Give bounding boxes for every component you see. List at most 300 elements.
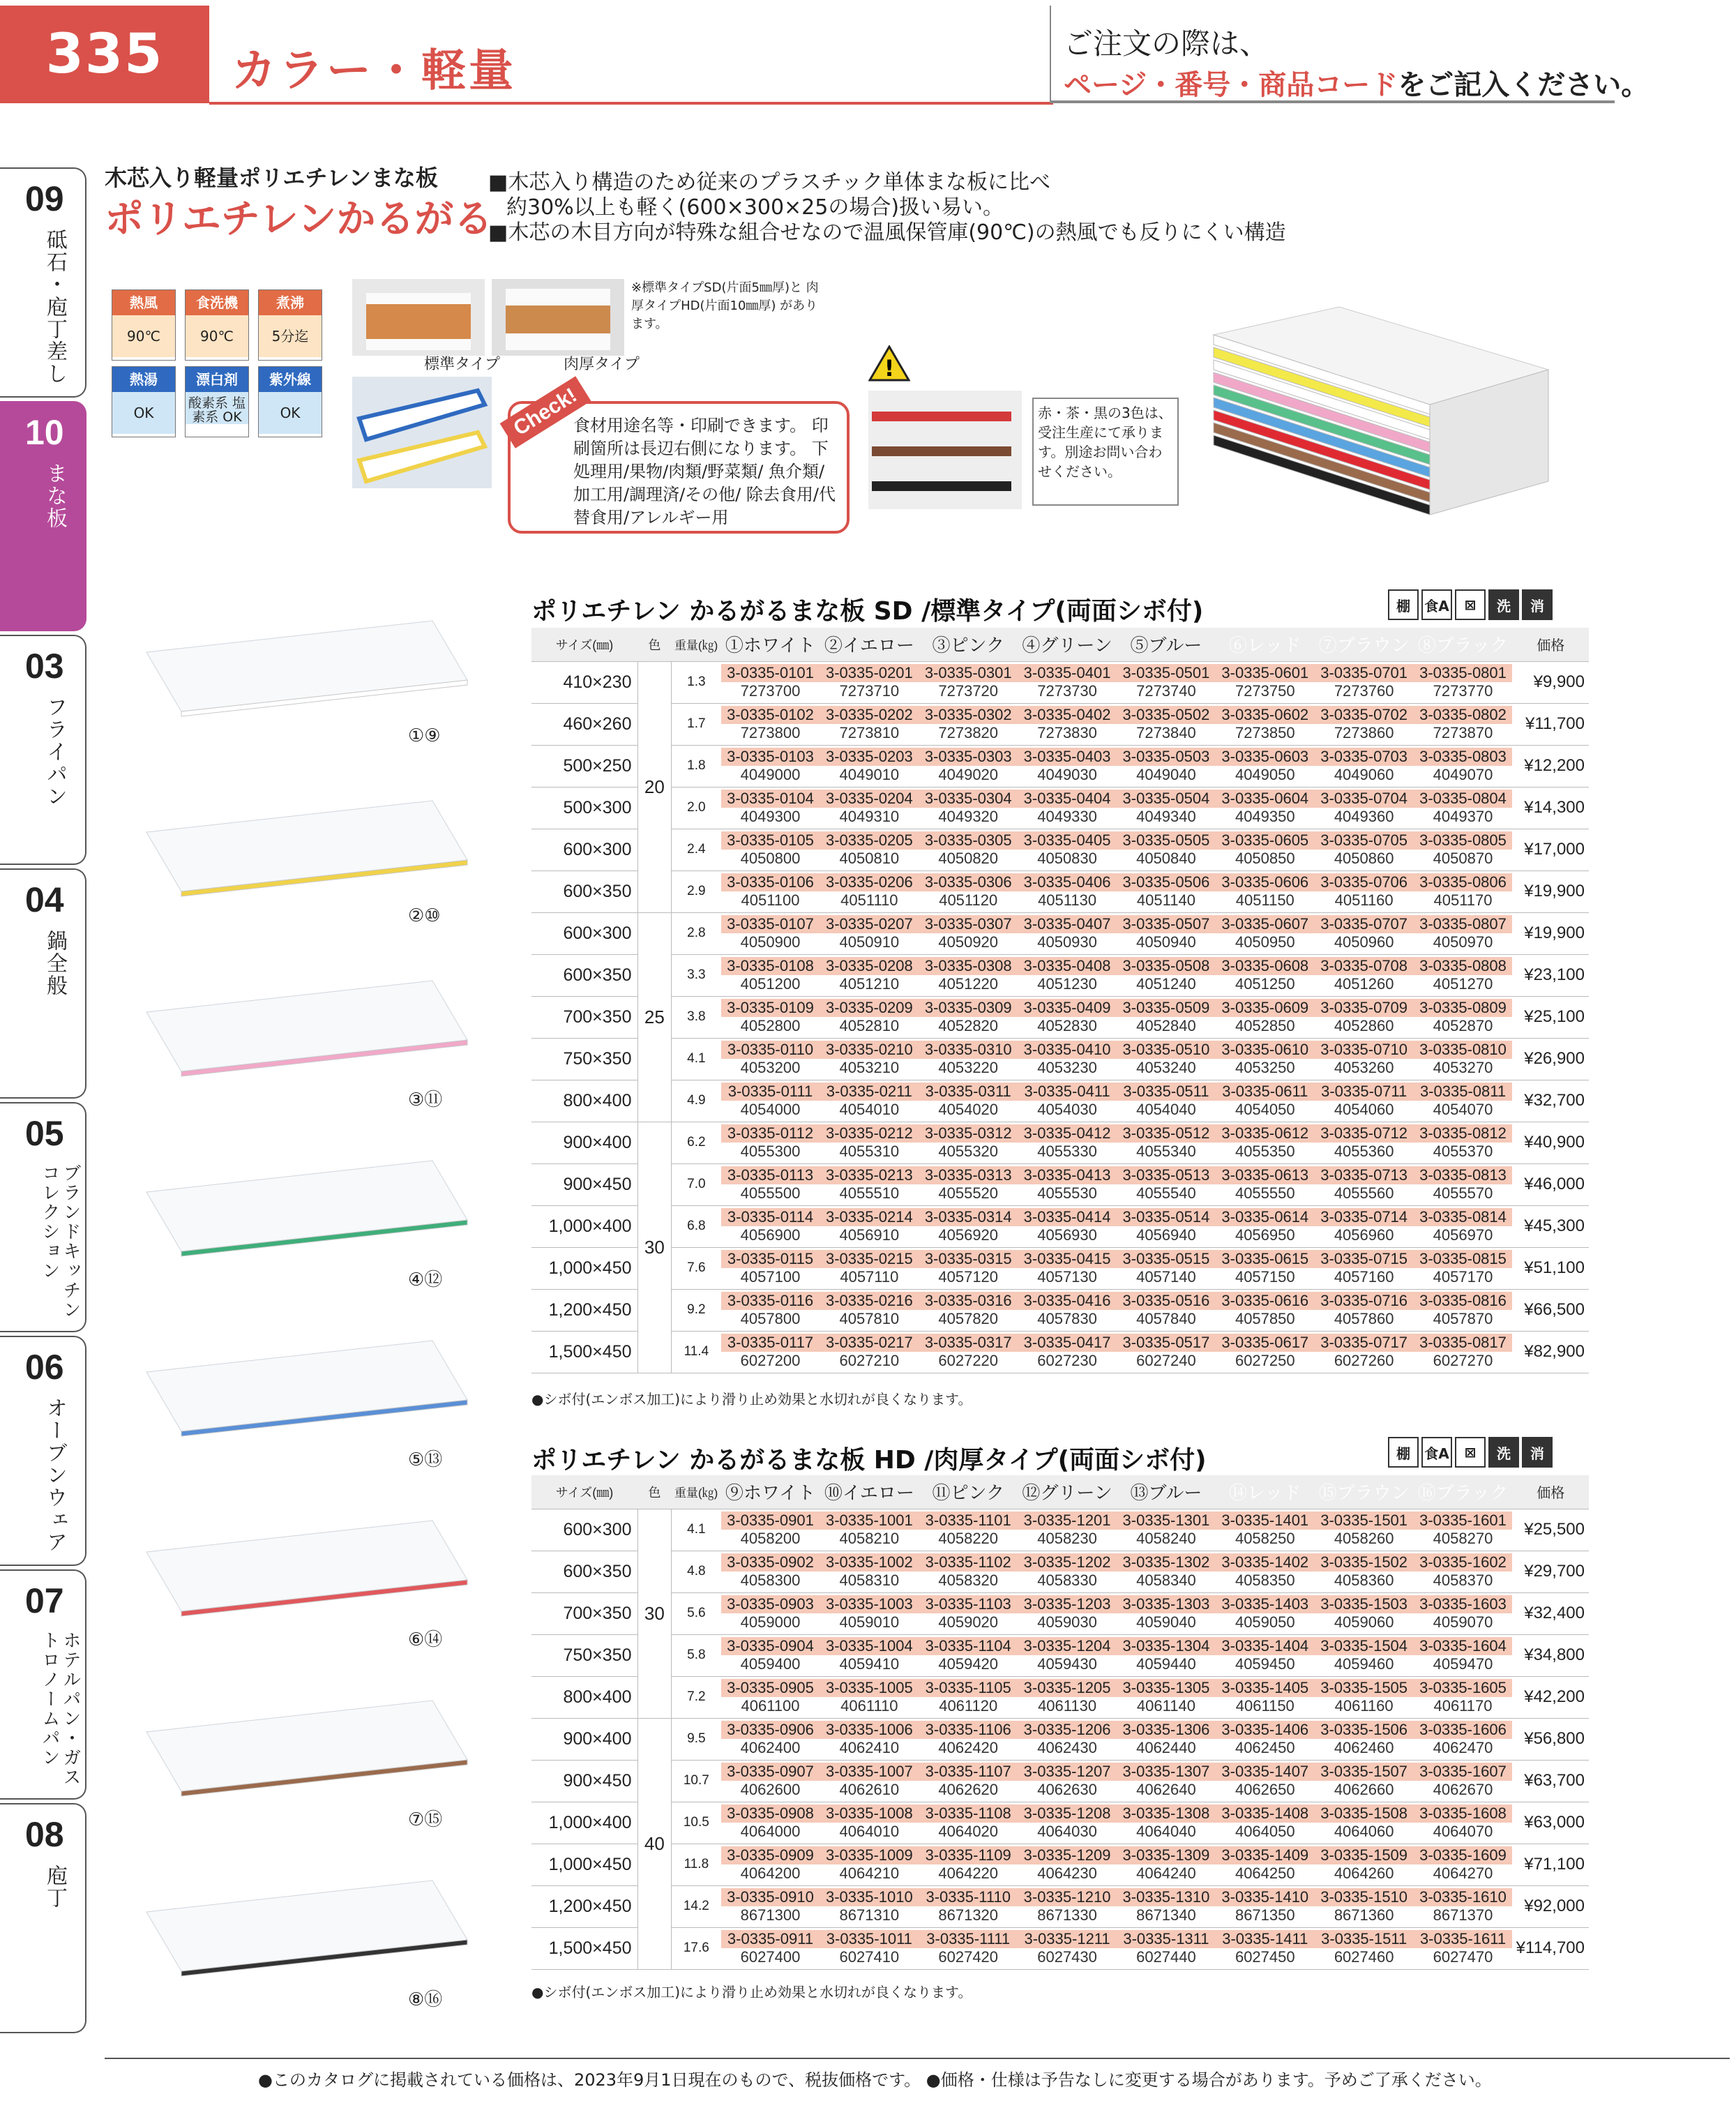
product-code: 4062650 [1235, 1781, 1295, 1798]
price-cell: ¥14,300 [1512, 787, 1589, 829]
tab-03[interactable] [0, 635, 86, 865]
standard-caption: 標準タイプ [424, 356, 500, 373]
color-column-header: ⑥レッド [1216, 628, 1315, 661]
product-code: 4064240 [1136, 1864, 1196, 1882]
product-code: 4049000 [740, 766, 801, 783]
tab-05[interactable] [0, 1102, 86, 1332]
product-code: 4051100 [741, 891, 800, 909]
product-code: 4059430 [1037, 1655, 1097, 1673]
product-code: 4055530 [1037, 1184, 1097, 1202]
weight-cell: 11.4 [672, 1331, 721, 1373]
product-code: 4055520 [938, 1184, 999, 1202]
product-code: 4058200 [740, 1530, 801, 1547]
product-code-cell [1315, 1038, 1414, 1080]
footer-note: ●このカタログに掲載されている価格は、2023年9月1日現在のもので、税抜価格です。 ●価格・仕様は予告なしに変更する場合があります。予めご了承ください。 [258, 2070, 1492, 2090]
product-code: 4057130 [1037, 1268, 1097, 1286]
product-code-cell [1018, 1927, 1117, 1969]
product-code-cell [1018, 1038, 1117, 1080]
catalog-code: 3-0335-0206 [820, 873, 919, 891]
catalog-code: 3-0335-1206 [1018, 1721, 1117, 1739]
product-code: 4051210 [839, 975, 900, 993]
product-code-cell [919, 1122, 1018, 1163]
product-code-cell [1414, 954, 1513, 996]
product-code: 4050850 [1235, 850, 1295, 867]
catalog-code: 3-0335-1004 [820, 1637, 919, 1655]
product-code-cell [919, 1592, 1018, 1634]
table-row [531, 1551, 1589, 1592]
size-cell: 410×230 [531, 661, 637, 703]
catalog-code: 3-0335-0510 [1117, 1041, 1216, 1059]
product-code-cell [919, 1205, 1018, 1247]
catalog-code: 3-0335-0506 [1117, 873, 1216, 891]
product-code-cell [721, 1122, 820, 1163]
weight-cell: 7.6 [672, 1247, 721, 1289]
product-code-cell [1117, 1038, 1216, 1080]
catalog-code: 3-0335-0501 [1117, 664, 1216, 682]
product-code-cell [1315, 745, 1414, 787]
tab-08[interactable] [0, 1803, 86, 2033]
table-row [531, 1163, 1589, 1205]
product-code-cell [1216, 1927, 1315, 1969]
product-code-cell [721, 1885, 820, 1927]
catalog-code: 3-0335-0602 [1216, 706, 1315, 724]
badge-head: 熱風 [112, 290, 175, 315]
thick-section-photo [492, 279, 624, 356]
color-order-note: 赤・茶・黒の3色は、受注生産にて承ります。別途お問い合わせください。 [1032, 398, 1179, 506]
catalog-code: 3-0335-0102 [721, 706, 820, 724]
catalog-code: 3-0335-1005 [820, 1679, 919, 1697]
product-code-cell [721, 1080, 820, 1122]
product-code: 4054050 [1235, 1101, 1295, 1118]
product-code: 6027240 [1136, 1352, 1196, 1369]
weight-cell: 1.7 [672, 703, 721, 745]
product-code-cell [1315, 1885, 1414, 1927]
product-code: 4061100 [741, 1697, 800, 1715]
product-code-cell [1018, 829, 1117, 871]
product-code-cell [1117, 1927, 1216, 1969]
catalog-code: 3-0335-1503 [1315, 1595, 1414, 1613]
catalog-code: 3-0335-0610 [1216, 1041, 1315, 1059]
color-column-header: ①ホワイト [721, 628, 820, 661]
product-code-cell [1414, 703, 1513, 745]
product-code: 4057140 [1136, 1268, 1196, 1286]
product-code-cell [1315, 829, 1414, 871]
product-code-cell [1216, 1844, 1315, 1885]
product-code-cell [820, 829, 919, 871]
catalog-code: 3-0335-0703 [1315, 748, 1414, 766]
price-cell: ¥9,900 [1512, 661, 1589, 703]
feature-line: ■木芯入り構造のため従来のプラスチック単体まな板に比べ [488, 170, 1050, 195]
product-code-cell [919, 912, 1018, 954]
catalog-code: 3-0335-0807 [1414, 915, 1513, 933]
catalog-code: 3-0335-0416 [1018, 1292, 1117, 1310]
product-code-cell [1117, 703, 1216, 745]
food-a-icon: 食A [1421, 1437, 1452, 1468]
catalog-code: 3-0335-1302 [1117, 1553, 1216, 1572]
table-row [531, 745, 1589, 787]
catalog-code: 3-0335-0710 [1315, 1041, 1414, 1059]
product-code-cell [1216, 1331, 1315, 1373]
product-code-cell [1414, 1676, 1513, 1718]
catalog-code: 3-0335-1210 [1018, 1888, 1117, 1906]
board-photo [139, 614, 474, 718]
catalog-code: 3-0335-1601 [1414, 1512, 1513, 1530]
product-code: 4062470 [1433, 1739, 1493, 1756]
product-code: 4052800 [740, 1017, 801, 1034]
product-code-cell [1315, 1592, 1414, 1634]
product-code: 4050960 [1334, 933, 1394, 951]
product-code-cell [1216, 1509, 1315, 1551]
catalog-code: 3-0335-0111 [721, 1083, 820, 1101]
catalog-code: 3-0335-0402 [1018, 706, 1117, 724]
weight-cell: 10.5 [672, 1802, 721, 1844]
product-code-cell [1216, 1634, 1315, 1676]
catalog-code: 3-0335-0107 [721, 915, 820, 933]
product-code: 4061110 [840, 1697, 898, 1715]
product-code: 4055510 [839, 1184, 900, 1202]
size-cell: 900×450 [531, 1163, 637, 1205]
tab-07[interactable] [0, 1569, 86, 1800]
product-code: 4050930 [1037, 933, 1097, 951]
catalog-code: 3-0335-1102 [919, 1553, 1018, 1572]
product-code: 4051220 [938, 975, 999, 993]
order-notice-line1: ご注文の際は、 [1064, 27, 1269, 61]
table-row [531, 871, 1589, 912]
price-cell: ¥29,700 [1512, 1551, 1589, 1592]
catalog-code: 3-0335-1405 [1216, 1679, 1315, 1697]
catalog-code: 3-0335-0714 [1315, 1208, 1414, 1226]
printed-board-photo [352, 377, 492, 488]
product-code-cell [919, 1038, 1018, 1080]
catalog-code: 3-0335-0607 [1216, 915, 1315, 933]
product-code: 4058330 [1037, 1572, 1097, 1589]
catalog-code: 3-0335-0614 [1216, 1208, 1315, 1226]
product-code-cell [919, 1634, 1018, 1676]
product-code-cell [1117, 954, 1216, 996]
rack-icon: 棚 [1388, 1437, 1419, 1468]
product-code: 4057110 [840, 1268, 899, 1286]
weight-cell: 9.2 [672, 1289, 721, 1331]
product-code: 4051230 [1037, 975, 1097, 993]
product-code-cell [1117, 787, 1216, 829]
product-code: 4052810 [839, 1017, 900, 1034]
product-code: 4059400 [740, 1655, 801, 1673]
catalog-code: 3-0335-0911 [721, 1930, 820, 1948]
product-code-cell [1216, 1205, 1315, 1247]
catalog-code: 3-0335-0315 [919, 1250, 1018, 1268]
warning-icon [868, 345, 910, 382]
catalog-code: 3-0335-0105 [721, 831, 820, 850]
color-column-header: ⑭レッド [1216, 1475, 1315, 1509]
catalog-code: 3-0335-0411 [1018, 1083, 1117, 1101]
product-code: 4050900 [740, 933, 801, 951]
catalog-code: 3-0335-0516 [1117, 1292, 1216, 1310]
product-code: 4054030 [1037, 1101, 1097, 1118]
product-code: 4061170 [1433, 1697, 1493, 1715]
catalog-code: 3-0335-0806 [1414, 873, 1513, 891]
product-code: 4052850 [1235, 1017, 1295, 1034]
product-code: 6027260 [1334, 1352, 1394, 1369]
product-code: 4058210 [839, 1530, 900, 1547]
badge-value: 90℃ [186, 315, 248, 357]
product-code: 4059010 [839, 1613, 900, 1631]
product-code-cell [1414, 1718, 1513, 1760]
product-code: 4058370 [1433, 1572, 1493, 1589]
catalog-code: 3-0335-0515 [1117, 1250, 1216, 1268]
product-code-cell [721, 1844, 820, 1885]
product-code: 8671370 [1433, 1906, 1493, 1924]
size-cell: 750×350 [531, 1634, 637, 1676]
product-code-cell [820, 1247, 919, 1289]
table-row [531, 1247, 1589, 1289]
product-code-cell [1414, 1080, 1513, 1122]
product-code-cell [1216, 703, 1315, 745]
catalog-code: 3-0335-1108 [919, 1804, 1018, 1823]
catalog-code: 3-0335-1507 [1315, 1763, 1414, 1781]
catalog-code: 3-0335-0502 [1117, 706, 1216, 724]
catalog-code: 3-0335-0613 [1216, 1166, 1315, 1184]
catalog-code: 3-0335-1609 [1414, 1846, 1513, 1864]
product-code-cell [1216, 1163, 1315, 1205]
catalog-code: 3-0335-0505 [1117, 831, 1216, 850]
catalog-code: 3-0335-1103 [919, 1595, 1018, 1613]
product-code-cell [1414, 1760, 1513, 1802]
catalog-code: 3-0335-0509 [1117, 999, 1216, 1017]
product-code: 4055500 [740, 1184, 801, 1202]
product-code: 4064010 [839, 1823, 900, 1840]
product-code-cell [1117, 1844, 1216, 1885]
price-cell: ¥46,000 [1512, 1163, 1589, 1205]
badge-head: 食洗機 [186, 290, 248, 315]
product-code-cell [820, 787, 919, 829]
product-code-cell [1018, 1844, 1117, 1885]
catalog-code: 3-0335-0904 [721, 1637, 820, 1655]
product-code: 4057810 [839, 1310, 900, 1327]
product-code-cell [919, 1331, 1018, 1373]
product-code-cell [721, 1802, 820, 1844]
catalog-code: 3-0335-0112 [721, 1124, 820, 1143]
catalog-code: 3-0335-0415 [1018, 1250, 1117, 1268]
product-code: 4059050 [1235, 1613, 1295, 1631]
product-code: 4064000 [740, 1823, 801, 1840]
product-code-cell [919, 1802, 1018, 1844]
header-divider [209, 102, 1053, 105]
product-code: 4059450 [1235, 1655, 1295, 1673]
tab-label: オーブンウェア [43, 1397, 67, 1553]
product-code: 4058350 [1235, 1572, 1295, 1589]
product-code-cell [1018, 745, 1117, 787]
tab-04[interactable] [0, 868, 86, 1099]
page-number: 335 [0, 6, 209, 103]
catalog-code: 3-0335-1002 [820, 1553, 919, 1572]
weight-cell: 4.9 [672, 1080, 721, 1122]
table-row [531, 1634, 1589, 1676]
color-edge-photo [868, 391, 1022, 509]
product-code-cell [1414, 1205, 1513, 1247]
product-code-cell [1117, 1760, 1216, 1802]
product-code-cell [1315, 1080, 1414, 1122]
badge-head: 煮沸 [259, 290, 322, 315]
product-code-cell [1216, 745, 1315, 787]
catalog-code: 3-0335-1501 [1315, 1512, 1414, 1530]
product-code-cell [721, 1676, 820, 1718]
catalog-code: 3-0335-1209 [1018, 1846, 1117, 1864]
tab-06[interactable] [0, 1336, 86, 1566]
product-code-cell [721, 1205, 820, 1247]
product-code: 4056930 [1037, 1226, 1097, 1244]
catalog-code: 3-0335-0711 [1315, 1083, 1414, 1101]
product-code: 4054060 [1334, 1101, 1394, 1118]
product-code: 4062600 [740, 1781, 801, 1798]
product-code-cell [1414, 1634, 1513, 1676]
product-code-cell [1117, 1289, 1216, 1331]
product-code: 7273760 [1334, 682, 1394, 700]
product-code: 4059470 [1433, 1655, 1493, 1673]
product-code: 4050840 [1136, 850, 1196, 867]
price-cell: ¥42,200 [1512, 1676, 1589, 1718]
catalog-code: 3-0335-0414 [1018, 1208, 1117, 1226]
product-code-cell [1117, 1676, 1216, 1718]
price-cell: ¥56,800 [1512, 1718, 1589, 1760]
badge-value: 酸素系 塩素系 OK [186, 392, 248, 424]
product-code-cell [1315, 912, 1414, 954]
product-subtitle: 木芯入り軽量ポリエチレンまな板 [105, 165, 438, 191]
price-cell: ¥63,000 [1512, 1802, 1589, 1844]
product-code-cell [1414, 1038, 1513, 1080]
product-code-cell [1414, 1551, 1513, 1592]
product-code: 4057160 [1334, 1268, 1394, 1286]
product-code-cell [919, 1163, 1018, 1205]
product-code: 7273710 [839, 682, 900, 700]
board-photo [139, 1874, 474, 1978]
catalog-code: 3-0335-0301 [919, 664, 1018, 682]
tab-label: 砥石・庖丁差し [43, 229, 67, 385]
weight-cell: 1.8 [672, 745, 721, 787]
product-code: 6027460 [1334, 1948, 1394, 1966]
size-cell: 600×300 [531, 1509, 637, 1551]
catalog-code: 3-0335-0308 [919, 957, 1018, 975]
tab-num: 07 [25, 1581, 64, 1620]
product-code: 7273830 [1037, 724, 1097, 741]
catalog-code: 3-0335-0611 [1216, 1083, 1315, 1101]
badge-hot-air [112, 289, 176, 361]
catalog-code: 3-0335-1408 [1216, 1804, 1315, 1823]
catalog-code: 3-0335-0709 [1315, 999, 1414, 1017]
product-code-cell [1315, 1551, 1414, 1592]
catalog-code: 3-0335-0103 [721, 748, 820, 766]
product-code-cell [820, 1331, 919, 1373]
product-code: 4062450 [1235, 1739, 1295, 1756]
product-code: 4051140 [1136, 891, 1195, 909]
product-code-cell [919, 1247, 1018, 1289]
size-cell: 1,000×400 [531, 1205, 637, 1247]
sd-icon-row [1388, 589, 1553, 620]
catalog-code: 3-0335-0906 [721, 1721, 820, 1739]
product-code: 4057830 [1037, 1310, 1097, 1327]
product-code: 4050860 [1334, 850, 1394, 867]
catalog-code: 3-0335-0215 [820, 1250, 919, 1268]
weight-cell: 5.8 [672, 1634, 721, 1676]
product-code-cell [1018, 1802, 1117, 1844]
color-column-header: ⑫グリーン [1018, 1475, 1117, 1509]
product-code: 4050830 [1037, 850, 1097, 867]
board-label: ⑤⑬ [408, 1449, 443, 1470]
catalog-code: 3-0335-1406 [1216, 1721, 1315, 1739]
product-code: 4056900 [740, 1226, 801, 1244]
catalog-code: 3-0335-0813 [1414, 1166, 1513, 1184]
tab-10[interactable] [0, 401, 86, 631]
catalog-code: 3-0335-0404 [1018, 790, 1117, 808]
catalog-code: 3-0335-0408 [1018, 957, 1117, 975]
product-code-cell [1216, 1289, 1315, 1331]
product-code-cell [820, 1122, 919, 1163]
tab-09[interactable] [0, 167, 86, 398]
product-code-cell [919, 787, 1018, 829]
catalog-code: 3-0335-0503 [1117, 748, 1216, 766]
catalog-code: 3-0335-1407 [1216, 1763, 1315, 1781]
catalog-code: 3-0335-0407 [1018, 915, 1117, 933]
catalog-code: 3-0335-1111 [919, 1930, 1018, 1948]
product-code-cell [919, 661, 1018, 703]
product-code-cell [1018, 1885, 1117, 1927]
product-code: 7273720 [938, 682, 999, 700]
product-code-cell [1315, 703, 1414, 745]
product-code-cell [1414, 1247, 1513, 1289]
table-row [531, 1760, 1589, 1802]
wash-icon: 洗 [1488, 1437, 1519, 1468]
product-code-cell [1216, 996, 1315, 1038]
catalog-code: 3-0335-0303 [919, 748, 1018, 766]
product-code: 4059060 [1334, 1613, 1394, 1631]
size-cell: 1,200×450 [531, 1289, 637, 1331]
tab-num: 10 [25, 413, 64, 452]
product-code: 4055540 [1136, 1184, 1196, 1202]
size-cell: 460×260 [531, 703, 637, 745]
product-code: 7273770 [1433, 682, 1493, 700]
catalog-code: 3-0335-0109 [721, 999, 820, 1017]
product-code-cell [1216, 661, 1315, 703]
catalog-code: 3-0335-0803 [1414, 748, 1513, 766]
product-code-cell [820, 1080, 919, 1122]
product-code: 4059070 [1433, 1613, 1493, 1631]
color-column-header: ⑧ブラック [1414, 628, 1513, 661]
tab-num: 03 [25, 647, 64, 686]
catalog-code: 3-0335-0405 [1018, 831, 1117, 850]
size-cell: 600×350 [531, 1551, 637, 1592]
catalog-code: 3-0335-0910 [721, 1888, 820, 1906]
catalog-code: 3-0335-0608 [1216, 957, 1315, 975]
product-code-cell [1216, 1760, 1315, 1802]
weight-cell: 6.8 [672, 1205, 721, 1247]
product-code: 4050910 [839, 933, 900, 951]
product-code: 4062660 [1334, 1781, 1394, 1798]
product-code: 4064250 [1235, 1864, 1295, 1882]
board-photo [139, 1334, 474, 1438]
table-row [531, 829, 1589, 871]
product-code-cell [919, 1289, 1018, 1331]
product-code-cell [1315, 1718, 1414, 1760]
product-code-cell [919, 829, 1018, 871]
product-code-cell [919, 1760, 1018, 1802]
size-cell: 800×400 [531, 1080, 637, 1122]
product-code-cell [1315, 1122, 1414, 1163]
product-code-cell [820, 996, 919, 1038]
product-code: 4061130 [1038, 1697, 1097, 1715]
board-label: ①⑨ [408, 725, 441, 746]
product-code-cell [1018, 1205, 1117, 1247]
product-code: 4049370 [1433, 808, 1493, 825]
catalog-code: 3-0335-0217 [820, 1334, 919, 1352]
